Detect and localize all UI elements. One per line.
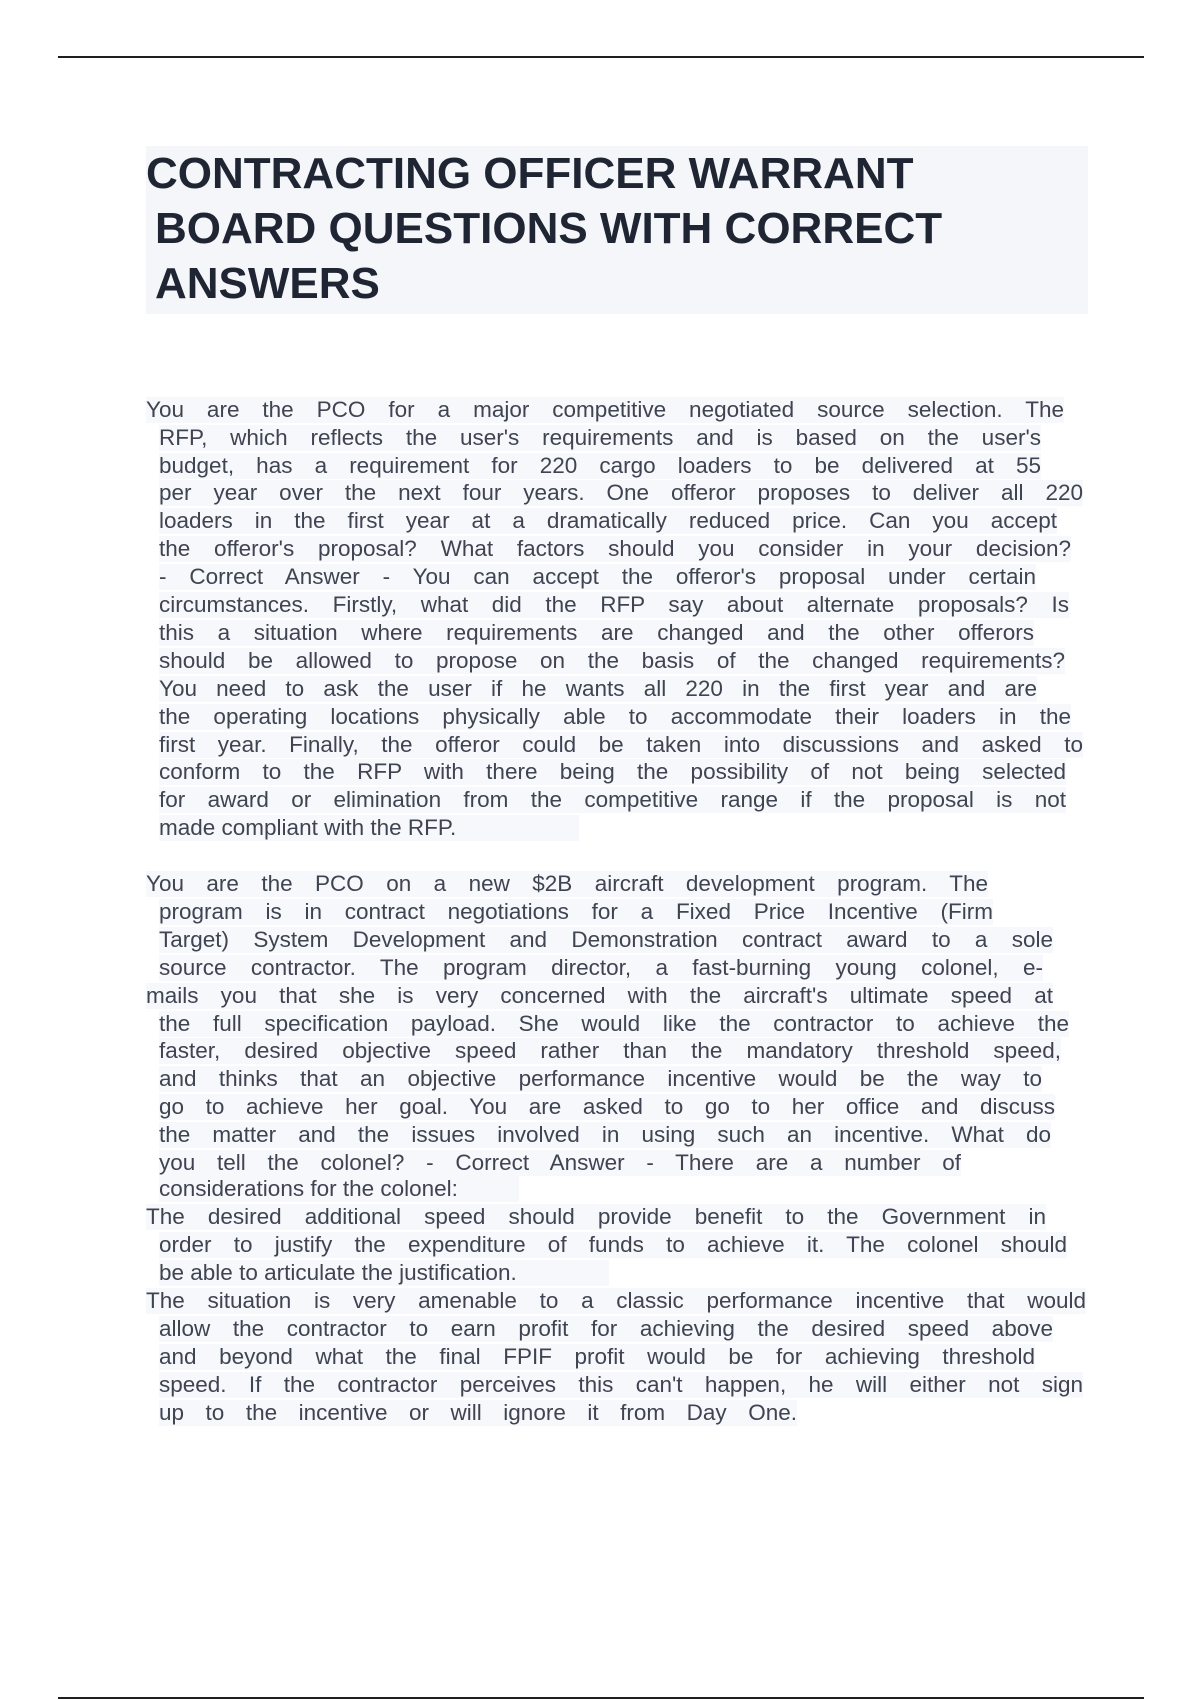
paragraph-line: source contractor. The program director, a fast-burning young colonel, e- — [159, 955, 1043, 980]
paragraph-line: per year over the next four years. One offeror proposes to deliver all 220 — [159, 480, 1083, 505]
paragraph-line: loaders in the first year at a dramatically reduced price. Can you accept — [159, 508, 1057, 533]
paragraph-line: made compliant with the RFP. — [159, 815, 579, 841]
paragraph-line: conform to the RFP with there being the possibility of not being selected — [159, 759, 1066, 784]
paragraph-line: You are the PCO for a major competitive negotiated source selection. The — [146, 397, 1064, 422]
paragraph-line: for award or elimination from the competitive range if the proposal is not — [159, 787, 1066, 812]
title-line-3: ANSWERS — [155, 259, 380, 308]
paragraph-line: order to justify the expenditure of funds to achieve it. The colonel should — [159, 1232, 1067, 1257]
paragraph-line: mails you that she is very concerned with the aircraft's ultimate speed at — [146, 983, 1053, 1008]
paragraph-line: go to achieve her goal. You are asked to go to her office and discuss — [159, 1094, 1055, 1119]
document-title — [146, 146, 1088, 314]
paragraph-line: You are the PCO on a new $2B aircraft development program. The — [146, 871, 988, 896]
paragraph-line: budget, has a requirement for 220 cargo loaders to be delivered at 55 — [159, 453, 1041, 478]
title-line-1: CONTRACTING OFFICER WARRANT — [146, 149, 914, 198]
paragraph-line: faster, desired objective speed rather than the mandatory threshold speed, — [159, 1038, 1061, 1063]
paragraph-line: up to the incentive or will ignore it from Day One. — [159, 1400, 797, 1425]
bottom-rule — [58, 1697, 1144, 1699]
paragraph-line: speed. If the contractor perceives this can't happen, he will either not sign — [159, 1372, 1083, 1397]
paragraph-line: and thinks that an objective performance incentive would be the way to — [159, 1066, 1042, 1091]
paragraph-line: program is in contract negotiations for a Fixed Price Incentive (Firm — [159, 899, 993, 924]
paragraph-line: allow the contractor to earn profit for achieving the desired speed above — [159, 1316, 1053, 1341]
paragraph-line: and beyond what the final FPIF profit would be for achieving threshold — [159, 1344, 1035, 1369]
paragraph-line: considerations for the colonel: — [159, 1176, 519, 1202]
paragraph-line: the operating locations physically able to accommodate their loaders in the — [159, 704, 1071, 729]
paragraph-line: The desired additional speed should provide benefit to the Government in — [146, 1204, 1046, 1229]
paragraph-line: Target) System Development and Demonstration contract award to a sole — [159, 927, 1053, 952]
paragraph-line: the offeror's proposal? What factors should you consider in your decision? — [159, 536, 1071, 561]
paragraph-line: you tell the colonel? - Correct Answer - There are a number of — [159, 1150, 961, 1175]
paragraph-line: - Correct Answer - You can accept the offeror's proposal under certain — [159, 564, 1036, 589]
paragraph-line: RFP, which reflects the user's requirements and is based on the user's — [159, 425, 1041, 450]
paragraph-line: should be allowed to propose on the basis of the changed requirements? — [159, 648, 1065, 673]
title-line-2: BOARD QUESTIONS WITH CORRECT — [155, 204, 943, 253]
paragraph-line: be able to articulate the justification. — [159, 1260, 609, 1286]
paragraph-line: You need to ask the user if he wants all 220 in the first year and are — [159, 676, 1037, 701]
paragraph-line: the matter and the issues involved in using such an incentive. What do — [159, 1122, 1051, 1147]
paragraph-line: first year. Finally, the offeror could be taken into discussions and asked to — [159, 732, 1083, 757]
top-rule — [58, 56, 1144, 58]
paragraph-line: this a situation where requirements are changed and the other offerors — [159, 620, 1034, 645]
paragraph-line: The situation is very amenable to a classic performance incentive that would — [146, 1288, 1086, 1313]
paragraph-line: circumstances. Firstly, what did the RFP say about alternate proposals? Is — [159, 592, 1069, 617]
paragraph-line: the full specification payload. She would like the contractor to achieve the — [159, 1011, 1069, 1036]
